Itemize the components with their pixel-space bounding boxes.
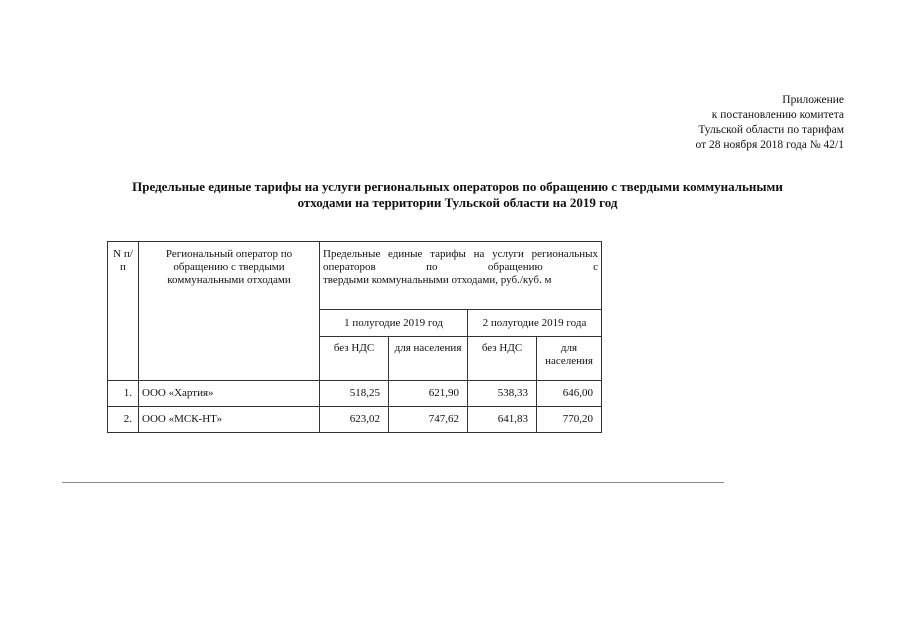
row-operator: ООО «Хартия» <box>139 381 320 407</box>
tariffs-table <box>107 241 602 433</box>
header-half-1: 1 полугодие 2019 год <box>320 310 468 337</box>
table-header-row <box>108 242 602 310</box>
table-row <box>108 381 602 407</box>
header-number: N п/п <box>108 242 139 381</box>
row-value-population-1: 747,62 <box>389 407 468 433</box>
header-no-vat-1: без НДС <box>320 337 389 381</box>
table-row <box>108 407 602 433</box>
row-value-population-1: 621,90 <box>389 381 468 407</box>
document-title-line-2: отходами на территории Тульской области на 2019 год <box>297 195 618 210</box>
row-number: 1. <box>108 381 139 407</box>
header-population-1: для населения <box>389 337 468 381</box>
row-value-no-vat-1: 623,02 <box>320 407 389 433</box>
header-population-2: для населения <box>537 337 602 381</box>
appendix-line-3: Тульской области по тарифам <box>698 124 844 136</box>
row-value-no-vat-1: 518,25 <box>320 381 389 407</box>
document-title-line-1: Предельные единые тарифы на услуги региональных операторов по обращению с твердыми коммунальными <box>132 179 783 194</box>
appendix-line-1: Приложение <box>782 94 844 106</box>
header-half-2: 2 полугодие 2019 года <box>468 310 602 337</box>
header-tariffs-text-a: Предельные единые тарифы на услуги региональных операторов по обращению с <box>323 248 598 273</box>
header-no-vat-2: без НДС <box>468 337 537 381</box>
header-tariffs-text-b: твердыми коммунальными отходами, руб./куб. м <box>323 274 552 286</box>
appendix-line-2: к постановлению комитета <box>711 109 844 121</box>
header-tariffs <box>320 242 602 310</box>
row-number: 2. <box>108 407 139 433</box>
row-operator: ООО «МСК-НТ» <box>139 407 320 433</box>
document-title <box>60 179 855 211</box>
row-value-population-2: 770,20 <box>537 407 602 433</box>
appendix-line-4: от 28 ноября 2018 года № 42/1 <box>695 139 844 151</box>
separator-line <box>62 482 724 483</box>
row-value-no-vat-2: 538,33 <box>468 381 537 407</box>
row-value-no-vat-2: 641,83 <box>468 407 537 433</box>
row-value-population-2: 646,00 <box>537 381 602 407</box>
appendix-note <box>696 93 844 153</box>
header-operator: Региональный оператор по обращению с твердыми коммунальными отходами <box>139 242 320 381</box>
